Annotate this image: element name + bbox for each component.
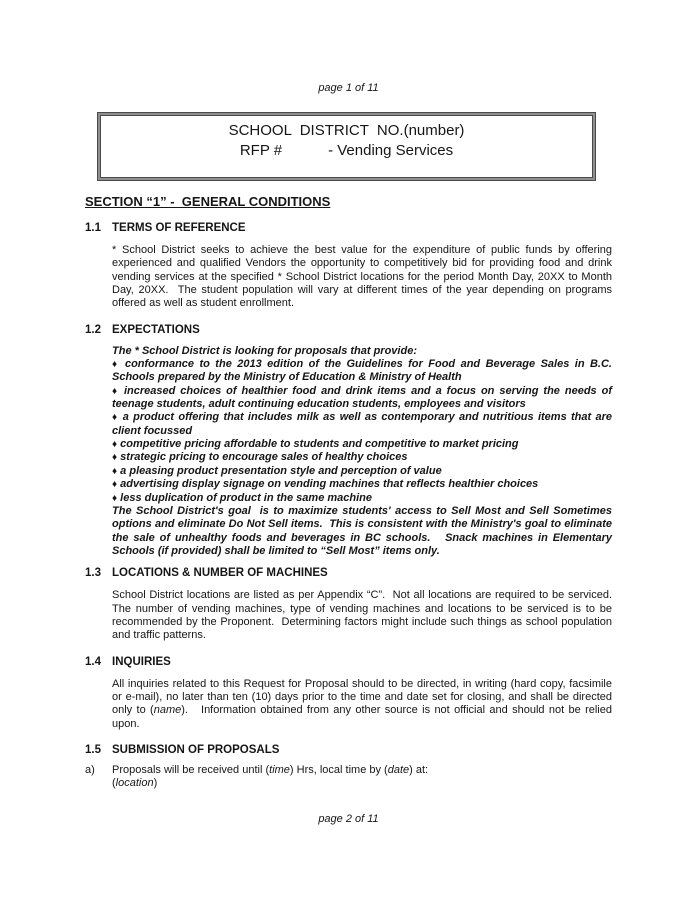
placeholder-location: location — [115, 777, 154, 790]
section-number: 1.3 — [85, 567, 101, 580]
bullet-item — [112, 492, 612, 505]
section-title: TERMS OF REFERENCE — [112, 222, 246, 234]
section-1-4 — [85, 655, 619, 731]
section-title: INQUIRIES — [112, 655, 171, 668]
list-item-a — [85, 764, 612, 791]
section-1-main-heading: SECTION “1” - GENERAL CONDITIONS — [85, 194, 331, 209]
paragraph: * School District seeks to achieve the best value for the expenditure of public funds by offering experienced and qualified Vendors the opportunity to competitively bid for providing food and drink vending services at the specified * School District locations for the period Month Day, 20XX to Month Day, 20XX. The student population will vary at different times of the year depending on programs offered as well as student enrollment. — [112, 244, 616, 310]
section-number: 1.1 — [85, 222, 101, 234]
placeholder-name: name — [153, 704, 182, 717]
paragraph-text: ). Information obtained from any other source is not official and should not be relied upon. — [112, 704, 616, 730]
section-title: SUBMISSION OF PROPOSALS — [112, 743, 280, 756]
section-heading-row — [85, 324, 612, 337]
title-box — [97, 112, 596, 181]
bullet-text: increased choices of healthier food and drink items and a focus on serving the needs of teenage students, adult continuing education students, employees and visitors — [112, 384, 616, 411]
document-title: SCHOOL DISTRICT NO.(number) — [228, 122, 465, 139]
bullet-item — [112, 358, 616, 385]
bullet-item — [112, 451, 612, 464]
diamond-bullet-icon: ♦ — [112, 412, 119, 424]
section-number: 1.4 — [85, 655, 101, 668]
section-number: 1.2 — [85, 323, 101, 336]
expectations-intro: The * School District is looking for proposals that provide: — [112, 344, 417, 357]
item-text: ( — [112, 777, 116, 790]
section-1-2 — [85, 323, 616, 559]
section-title: LOCATIONS & NUMBER OF MACHINES — [112, 567, 328, 580]
diamond-bullet-icon: ♦ — [112, 465, 118, 477]
diamond-bullet-icon: ♦ — [112, 439, 118, 451]
paragraph — [112, 677, 619, 731]
bullet-item — [112, 384, 616, 412]
section-heading-row — [85, 222, 612, 235]
section-heading-row — [85, 567, 612, 580]
bullet-text: a product offering that includes milk as well as contemporary and nutritious items that are client focussed — [112, 411, 616, 437]
bullet-item — [112, 411, 616, 438]
item-text: ) Hrs, local time by ( — [289, 763, 388, 776]
section-title: EXPECTATIONS — [112, 323, 200, 336]
bullet-item — [112, 438, 612, 451]
section-1-5 — [85, 744, 612, 791]
placeholder-time: time — [269, 763, 290, 776]
bullet-item — [112, 465, 612, 478]
diamond-bullet-icon: ♦ — [112, 492, 118, 504]
placeholder-date: date — [387, 763, 410, 776]
bullet-item — [112, 478, 612, 491]
document-subtitle — [101, 141, 592, 161]
page-number-header: page 1 of 11 — [318, 82, 379, 94]
item-text: ) at: — [409, 763, 429, 776]
section-heading-row — [85, 744, 612, 757]
bullet-text: a pleasing product presentation style and perception of value — [120, 464, 442, 477]
bullet-text: strategic pricing to encourage sales of healthy choices — [120, 451, 408, 464]
title-box-inner — [100, 115, 593, 178]
list-item-text — [112, 764, 428, 791]
page-number-footer: page 2 of 11 — [318, 812, 379, 825]
rfp-number-label: RFP # — [239, 142, 283, 159]
item-text: ) — [153, 777, 158, 790]
expectations-closing: The School District's goal is to maximize students' access to Sell Most and Sell Sometimes options and eliminate Do Not Sell items. This is consistent with the Ministry's goal to eliminate the sale of unhealthy foods and beverages in BC schools. Snack machines in Elementary Schools (if provided) shall be limited to “Sell Most” items only. — [112, 504, 616, 557]
diamond-bullet-icon: ♦ — [112, 479, 118, 491]
item-text: Proposals will be received until ( — [112, 763, 270, 776]
diamond-bullet-icon: ♦ — [112, 359, 120, 371]
subtitle-text: - Vending Services — [328, 142, 454, 159]
section-1-3 — [85, 567, 619, 642]
bullet-text: less duplication of product in the same machine — [120, 491, 372, 504]
paragraph: School District locations are listed as per Appendix “C”. Not all locations are required to be serviced. The number of vending machines, type of vending machines and locations to be serviced is to be recommended by the Proponent. Determining factors might include such things as school population and traffic patterns. — [112, 589, 619, 642]
section-heading-row — [85, 656, 612, 669]
bullet-text: conformance to the 2013 edition of the Guidelines for Food and Beverage Sales in B.C. Schools prepared by the Ministry of Education & Ministry of Health — [112, 358, 616, 384]
expectations-block — [112, 344, 616, 559]
paragraph-text: All inquiries related to this Request for Proposal should to be directed, in writing (hard copy, facsimile or e-mail), no later than ten (10) days prior to the time and date set for closing, and shall be directed only to ( — [112, 677, 619, 717]
diamond-bullet-icon: ♦ — [112, 452, 118, 464]
bullet-text: advertising display signage on vending machines that reflects healthier choices — [120, 478, 539, 491]
diamond-bullet-icon: ♦ — [112, 385, 119, 397]
section-number: 1.5 — [85, 743, 101, 756]
list-item-label: a) — [85, 763, 95, 776]
section-1-1 — [85, 222, 616, 311]
bullet-text: competitive pricing affordable to students and competitive to market pricing — [120, 438, 519, 451]
